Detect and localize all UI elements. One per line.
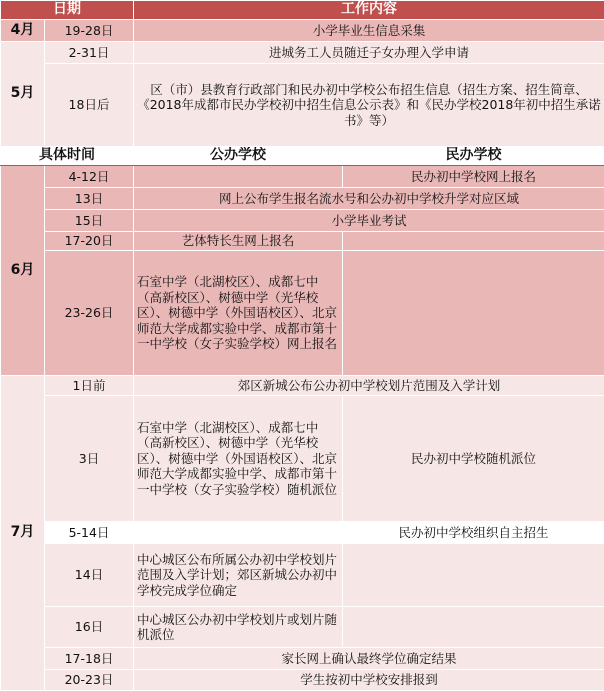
date-cell: 15日 — [45, 210, 134, 232]
private-cell — [343, 607, 604, 648]
table-row — [1, 251, 604, 376]
subheader-time: 具体时间 — [1, 147, 134, 166]
table-row — [1, 210, 604, 232]
private-cell: 民办初中学校组织自主招生 — [343, 522, 604, 544]
work-cell: 小学毕业生信息采集 — [134, 20, 604, 42]
table-row — [1, 522, 604, 544]
subheader-public: 公办学校 — [134, 147, 343, 166]
public-cell: 中心城区公布所属公办初中学校划片范围及入学计划；郊区新城公办初中学校完成学位确定 — [134, 544, 343, 607]
public-cell: 艺体特长生网上报名 — [134, 232, 343, 251]
date-cell: 23-26日 — [45, 251, 134, 376]
table-row — [1, 232, 604, 251]
private-cell — [343, 251, 604, 376]
date-cell: 18日后 — [45, 64, 134, 147]
subheader-private: 民办学校 — [343, 147, 604, 166]
header-work: 工作内容 — [134, 1, 604, 20]
work-cell: 家长网上确认最终学位确定结果 — [134, 648, 604, 670]
work-cell: 区（市）县教育行政部门和民办初中学校公布招生信息（招生方案、招生简章、《2018年成都市民办学校初中招生信息公示表》和《民办学校2018年初中招生承诺书》等） — [134, 64, 604, 147]
table-row — [1, 670, 604, 691]
date-cell: 19-28日 — [45, 20, 134, 42]
table-row — [1, 64, 604, 147]
public-cell — [134, 166, 343, 188]
date-cell: 16日 — [45, 607, 134, 648]
month-label: 6月 — [1, 166, 45, 376]
table-row — [1, 42, 604, 64]
month-label: 7月 — [1, 376, 45, 691]
private-cell: 民办初中学校随机派位 — [343, 396, 604, 522]
table-row — [1, 607, 604, 648]
table-row — [1, 544, 604, 607]
private-cell — [343, 232, 604, 251]
table-row — [1, 396, 604, 522]
public-cell: 石室中学（北湖校区）、成都七中（高新校区）、树德中学（光华校区）、树德中学（外国语校区）、北京师范大学成都实验中学、成都市第十一中学校（女子实验学校）网上报名 — [134, 251, 343, 376]
date-cell: 3日 — [45, 396, 134, 522]
private-cell — [343, 544, 604, 607]
table-row — [1, 188, 604, 210]
private-cell: 民办初中学校网上报名 — [343, 166, 604, 188]
work-cell: 小学毕业考试 — [134, 210, 604, 232]
date-cell: 13日 — [45, 188, 134, 210]
header-row — [1, 1, 604, 20]
date-cell: 4-12日 — [45, 166, 134, 188]
public-cell: 中心城区公办初中学校划片或划片随机派位 — [134, 607, 343, 648]
work-cell: 进城务工人员随迁子女办理入学申请 — [134, 42, 604, 64]
date-cell: 5-14日 — [45, 522, 134, 544]
subheader-row — [1, 147, 604, 166]
date-cell: 20-23日 — [45, 670, 134, 691]
date-cell: 17-18日 — [45, 648, 134, 670]
work-cell: 学生按初中学校安排报到 — [134, 670, 604, 691]
table-row — [1, 20, 604, 42]
date-cell: 17-20日 — [45, 232, 134, 251]
work-cell: 网上公布学生报名流水号和公办初中学校升学对应区域 — [134, 188, 604, 210]
date-cell: 14日 — [45, 544, 134, 607]
month-label: 4月 — [1, 20, 45, 42]
public-cell: 石室中学（北湖校区）、成都七中（高新校区）、树德中学（光华校区）、树德中学（外国语校区）、北京师范大学成都实验中学、成都市第十一中学校（女子实验学校）随机派位 — [134, 396, 343, 522]
table-row — [1, 376, 604, 396]
date-cell: 2-31日 — [45, 42, 134, 64]
date-cell: 1日前 — [45, 376, 134, 396]
month-label: 5月 — [1, 42, 45, 147]
table-row — [1, 648, 604, 670]
table-row — [1, 166, 604, 188]
public-cell — [134, 522, 343, 544]
work-cell: 郊区新城公布公办初中学校划片范围及入学计划 — [134, 376, 604, 396]
header-date: 日期 — [1, 1, 134, 20]
